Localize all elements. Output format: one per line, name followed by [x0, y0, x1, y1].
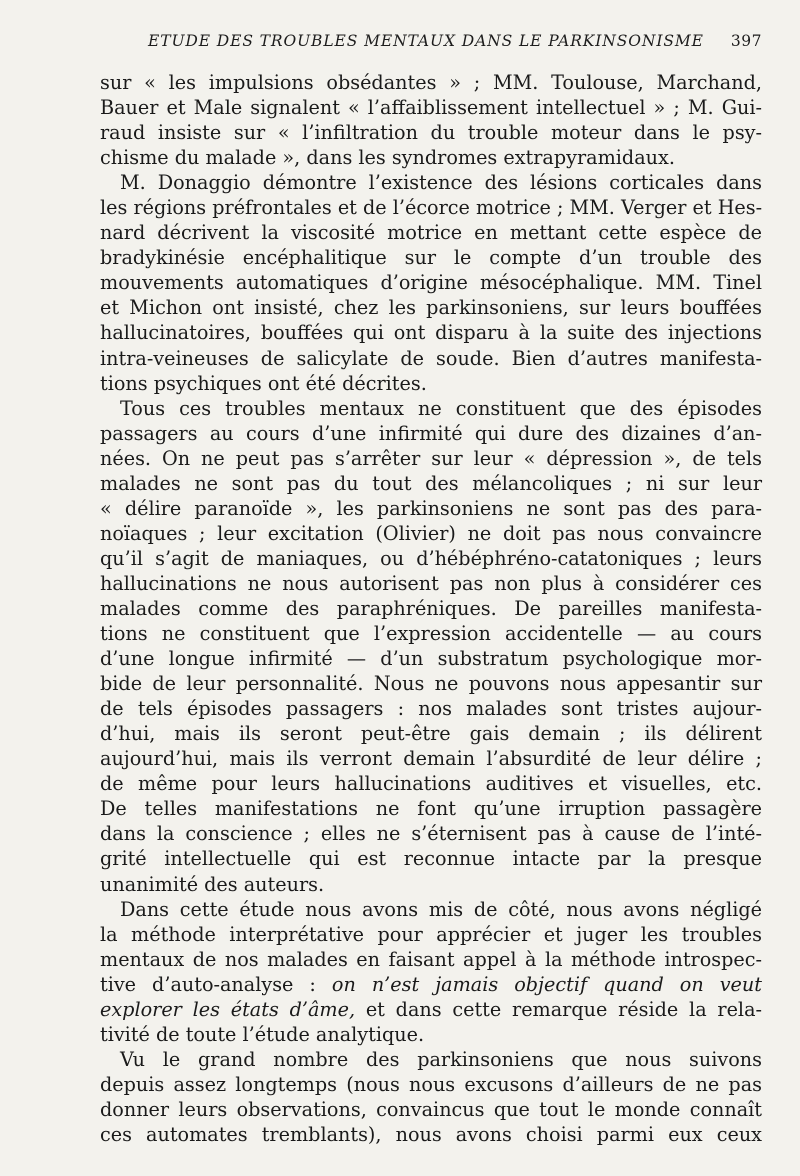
- text-line: grité intellectuelle qui est reconnue intacte par la presque: [100, 847, 762, 871]
- text-line: chisme du malade », dans les syndromes extrapyramidaux.: [100, 146, 675, 170]
- text-line: Dans cette étude nous avons mis de côté, nous avons négligé: [120, 897, 762, 921]
- text-line: nées. On ne peut pas s’arrêter sur leur « dépression », de tels: [100, 446, 762, 470]
- text-line: aujourd’hui, mais ils verront demain l’absurdité de leur délire ;: [100, 747, 762, 771]
- text-line: hallucinatoires, bouffées qui ont disparu à la suite des injections: [100, 321, 762, 345]
- text-line: bide de leur personnalité. Nous ne pouvons nous appesantir sur: [100, 672, 762, 696]
- text-line: tions ne constituent que l’expression accidentelle — au cours: [100, 622, 762, 646]
- text-line: qu’il s’agit de maniaques, ou d’hébéphréno-catatoniques ; leurs: [100, 546, 762, 570]
- text-line: d’hui, mais ils seront peut-être gais demain ; ils délirent: [100, 722, 762, 746]
- text-segment: tive d’auto-analyse :: [100, 972, 316, 996]
- text-line: sur « les impulsions obsédantes » ; MM. Toulouse, Marchand,: [100, 71, 762, 94]
- text-line: De telles manifestations ne font qu’une irruption passagère: [100, 797, 762, 821]
- text-line: donner leurs observations, convaincus que tout le monde connaît: [100, 1097, 762, 1121]
- text-line: les régions préfrontales et de l’écorce motrice ; MM. Verger et Hes-: [100, 196, 763, 220]
- page-number: 397: [730, 32, 762, 50]
- text-line: passagers au cours d’une infirmité qui dure des dizaines d’an-: [100, 421, 762, 445]
- running-head: ETUDE DES TROUBLES MENTAUX DANS LE PARKINSONISME: [148, 32, 704, 50]
- text-line: malades comme des paraphréniques. De pareilles manifesta-: [100, 596, 762, 620]
- italic-segment: on n’est jamais objectif quand on veut: [331, 972, 762, 996]
- text-line: intra-veineuses de salicylate de soude. Bien d’autres manifesta-: [100, 346, 762, 370]
- text-line: raud insiste sur « l’infiltration du trouble moteur dans le psy-: [100, 121, 762, 145]
- page-header: [100, 32, 762, 56]
- text-line: M. Donaggio démontre l’existence des lésions corticales dans: [120, 171, 762, 195]
- text-line: tions psychiques ont été décrites.: [100, 371, 427, 395]
- text-segment: et dans cette remarque réside la rela-: [365, 997, 762, 1021]
- text-line: mentaux de nos malades en faisant appel à la méthode introspec-: [100, 947, 762, 971]
- text-line: [100, 997, 762, 1022]
- text-line: de tels épisodes passagers : nos malades sont tristes aujour-: [100, 697, 762, 721]
- text-line: depuis assez longtemps (nous nous excusons d’ailleurs de ne pas: [100, 1072, 762, 1096]
- text-line: Vu le grand nombre des parkinsoniens que nous suivons: [120, 1047, 762, 1071]
- text-line: [100, 972, 762, 997]
- text-line: noïaques ; leur excitation (Olivier) ne doit pas nous convaincre: [100, 521, 762, 545]
- text-line: d’une longue infirmité — d’un substratum psychologique mor-: [100, 647, 762, 671]
- text-line: de même pour leurs hallucinations auditives et visuelles, etc.: [100, 772, 762, 796]
- text-line: « délire paranoïde », les parkinsoniens ne sont pas des para-: [100, 496, 762, 520]
- text-line: tivité de toute l’étude analytique.: [100, 1022, 425, 1046]
- body-text: [100, 70, 762, 1147]
- text-line: et Michon ont insisté, chez les parkinsoniens, sur leurs bouffées: [100, 296, 762, 320]
- text-line: hallucinations ne nous autorisent pas non plus à considérer ces: [100, 571, 762, 595]
- text-line: bradykinésie encéphalitique sur le compte d’un trouble des: [100, 246, 762, 270]
- text-line: nard décrivent la viscosité motrice en mettant cette espèce de: [100, 221, 762, 245]
- text-line: mouvements automatiques d’origine mésocéphalique. MM. Tinel: [100, 271, 762, 295]
- text-line: Bauer et Male signalent « l’affaiblissement intellectuel » ; M. Gui-: [100, 96, 762, 120]
- text-line: Tous ces troubles mentaux ne constituent que des épisodes: [120, 396, 762, 420]
- italic-segment: explorer les états d’âme,: [100, 997, 356, 1021]
- text-line: unanimité des auteurs.: [100, 872, 325, 896]
- text-line: dans la conscience ; elles ne s’éternisent pas à cause de l’inté-: [100, 822, 762, 846]
- text-line: la méthode interprétative pour apprécier et juger les troubles: [100, 922, 762, 946]
- text-line: malades ne sont pas du tout des mélancoliques ; ni sur leur: [100, 471, 762, 495]
- text-line: ces automates tremblants), nous avons choisi parmi eux ceux: [100, 1122, 762, 1146]
